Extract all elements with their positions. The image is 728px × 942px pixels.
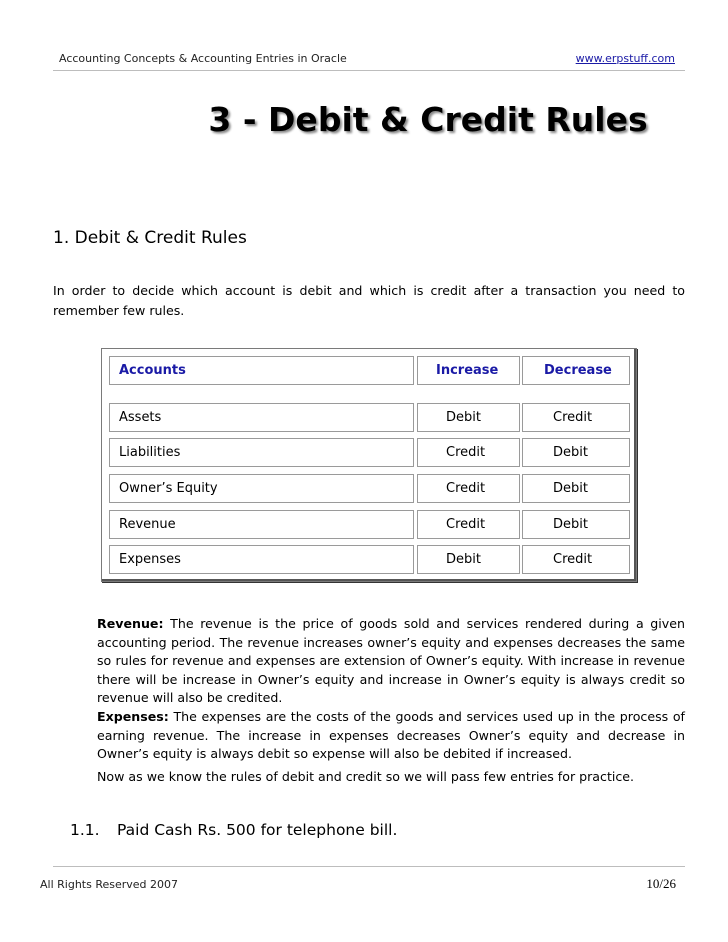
revenue-paragraph <box>97 615 685 708</box>
revenue-text: The revenue is the price of goods sold and services rendered during a given accounting period. The revenue increases owner’s equity and expenses decreases the same so rules for revenue and expenses are extension of Owner’s equity. With increase in revenue there will be increase in Owner’s equity and increase in Owner’s equity is always credit so revenue will also be credited. <box>97 616 685 705</box>
footer-divider <box>53 866 685 867</box>
table-header-row <box>109 356 631 385</box>
cell-decrease: Debit <box>522 510 630 539</box>
cell-account: Owner’s Equity <box>109 474 414 503</box>
cell-account: Revenue <box>109 510 414 539</box>
cell-decrease: Debit <box>522 438 630 467</box>
cell-account: Expenses <box>109 545 414 574</box>
table-row <box>109 474 631 503</box>
table-row <box>109 403 631 432</box>
cell-account: Liabilities <box>109 438 414 467</box>
cell-increase: Credit <box>417 474 520 503</box>
header-decrease: Decrease <box>522 356 630 385</box>
footer-copyright: All Rights Reserved 2007 <box>40 878 179 891</box>
header-title: Accounting Concepts & Accounting Entries in Oracle <box>59 52 347 65</box>
expenses-text: The expenses are the costs of the goods and services used up in the process of earning revenue. The increase in expenses decreases Owner’s equity and decrease in Owner’s equity is always debit so expense will also be debited if increased. <box>97 709 685 761</box>
header-increase: Increase <box>417 356 520 385</box>
cell-increase: Credit <box>417 510 520 539</box>
subsection-heading <box>70 821 397 839</box>
cell-increase: Debit <box>417 545 520 574</box>
cell-decrease: Credit <box>522 545 630 574</box>
expenses-paragraph <box>97 708 685 764</box>
cell-increase: Debit <box>417 403 520 432</box>
revenue-label: Revenue: <box>97 616 164 631</box>
rules-table <box>101 348 637 582</box>
expenses-label: Expenses: <box>97 709 169 724</box>
subsection-title: Paid Cash Rs. 500 for telephone bill. <box>117 821 398 839</box>
table-row <box>109 510 631 539</box>
header-accounts: Accounts <box>109 356 414 385</box>
page-header <box>53 40 685 71</box>
table-row <box>109 545 631 574</box>
cell-decrease: Debit <box>522 474 630 503</box>
header-website-link[interactable]: www.erpstuff.com <box>575 52 675 65</box>
closing-paragraph: Now as we know the rules of debit and credit so we will pass few entries for practice. <box>97 769 635 784</box>
page-number: 10/26 <box>646 876 676 891</box>
subsection-number: 1.1. <box>70 821 100 839</box>
cell-decrease: Credit <box>522 403 630 432</box>
intro-paragraph: In order to decide which account is debit and which is credit after a transaction you need to remember few rules. <box>53 283 685 318</box>
cell-increase: Credit <box>417 438 520 467</box>
section-heading: 1. Debit & Credit Rules <box>53 228 247 248</box>
table-row <box>109 438 631 467</box>
cell-account: Assets <box>109 403 414 432</box>
page-title: 3 - Debit & Credit Rules <box>208 100 648 139</box>
